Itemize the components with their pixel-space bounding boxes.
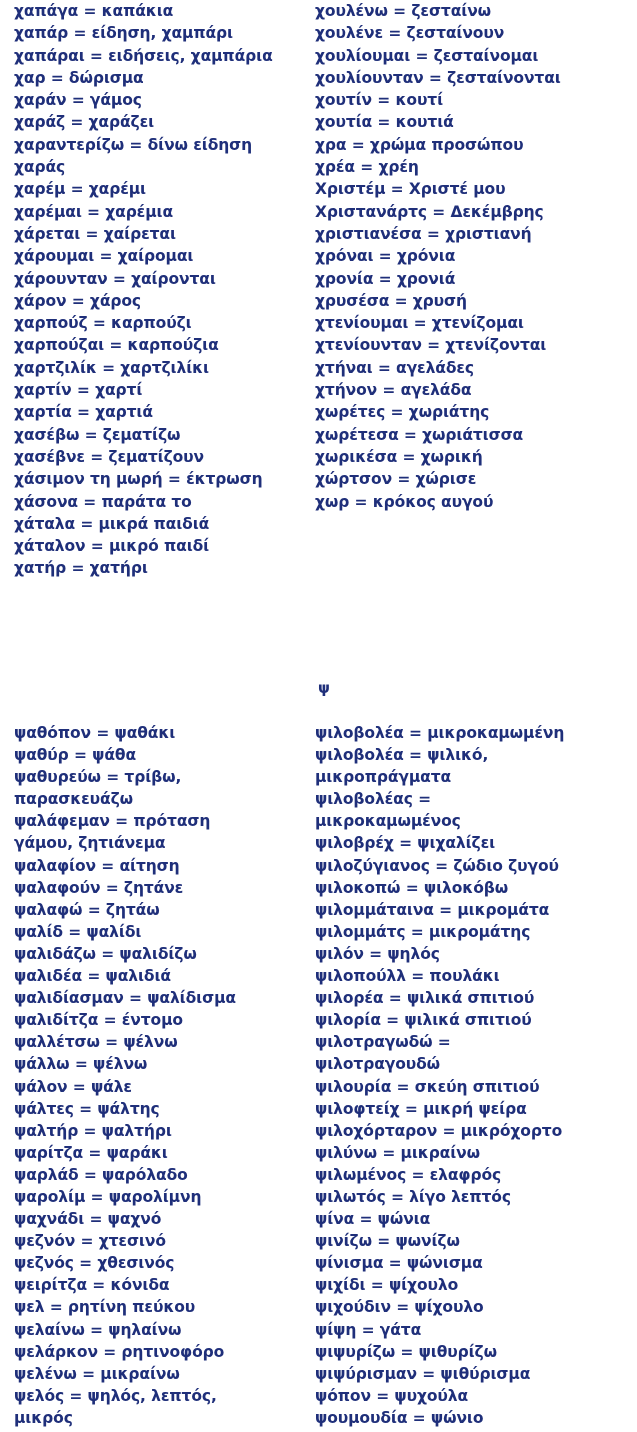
glossary-entry: χρόναι = χρόνια	[315, 247, 456, 266]
glossary-entry: ψαλάφεμαν = πρόταση	[14, 812, 211, 831]
glossary-entry: Χριστανάρτς = Δεκέμβρης	[315, 202, 544, 221]
glossary-column-chi-left	[14, 0, 273, 580]
glossary-entry: χτενίουνταν = χτενίζονται	[315, 336, 547, 355]
glossary-entry: χάταλα = μικρά παιδιά	[14, 514, 210, 533]
glossary-entry: χάσιμον τη μωρή = έκτρωση	[14, 470, 263, 489]
glossary-entry: χαρτία = χαρτιά	[14, 403, 153, 422]
glossary-entry: ψαλίδ = ψαλίδι	[14, 922, 142, 941]
glossary-entry: ψιλύνω = μικραίνω	[315, 1143, 481, 1162]
glossary-entry: χωρέτεσα = χωριάτισσα	[315, 425, 524, 444]
glossary-entry: χτήνον = αγελάδα	[315, 381, 472, 400]
glossary-entry: ψιλοχόρταρον = μικρόχορτο	[315, 1121, 563, 1140]
glossary-entry: ψιλοπούλλ = πουλάκι	[315, 967, 500, 986]
glossary-column-psi-right	[315, 722, 564, 1429]
glossary-entry: ψινίζω = ψωνίζω	[315, 1232, 460, 1251]
glossary-entry: χάρεται = χαίρεται	[14, 224, 176, 243]
glossary-entry: ψιψύρισμαν = ψιθύρισμα	[315, 1364, 531, 1383]
glossary-entry: χασέβω = ζεματίζω	[14, 425, 181, 444]
glossary-entry: χρέα = χρέη	[315, 158, 419, 177]
glossary-entry: ψαλαφούν = ζητάνε	[14, 878, 184, 897]
glossary-entry: χουτίν = κουτί	[315, 91, 444, 110]
glossary-entry: χαράν = γάμος	[14, 91, 142, 110]
glossary-entry: ψελένω = μικραίνω	[14, 1364, 180, 1383]
glossary-entry: ψιλοβολέα = ψιλικό,	[315, 746, 489, 765]
glossary-entry: ψιλοφτείχ = μικρή ψείρα	[315, 1099, 527, 1118]
glossary-entry: ψαθόπον = ψαθάκι	[14, 724, 176, 742]
glossary-entry: ψαλιδέα = ψαλιδιά	[14, 967, 171, 986]
glossary-entry: ψουμουδία = ψώνιο	[315, 1408, 484, 1427]
glossary-entry: χαρέμαι = χαρέμια	[14, 202, 174, 221]
glossary-column-psi-left	[14, 722, 236, 1429]
glossary-entry: ψίψη = γάτα	[315, 1320, 422, 1339]
glossary-entry: ψελ = ρητίνη πεύκου	[14, 1298, 196, 1317]
glossary-entry: χρυσέσα = χρυσή	[315, 291, 467, 310]
glossary-entry: χασέβνε = ζεματίζουν	[14, 447, 205, 466]
glossary-entry: ψελαίνω = ψηλαίνω	[14, 1320, 182, 1339]
section-heading-psi: ψ	[318, 679, 330, 697]
glossary-entry: χρονία = χρονιά	[315, 269, 456, 288]
glossary-entry: ψάλλω = ψέλνω	[14, 1055, 148, 1074]
glossary-entry: χάρουμαι = χαίρομαι	[14, 247, 194, 266]
glossary-entry: ψελάρκον = ρητινοφόρο	[14, 1342, 225, 1361]
glossary-entry: μικροκαμωμένος	[315, 812, 461, 831]
glossary-entry: χρα = χρώμα προσώπου	[315, 135, 524, 154]
glossary-entry: ψαλτήρ = ψαλτήρι	[14, 1121, 172, 1140]
glossary-entry: ψεζνός = χθεσινός	[14, 1254, 175, 1273]
glossary-entry: χαρ = δώρισμα	[14, 68, 144, 87]
glossary-entry: χωρικέσα = χωρική	[315, 447, 483, 466]
glossary-entry: χαπάρ = είδηση, χαμπάρι	[14, 24, 233, 43]
glossary-entry: χαρτίν = χαρτί	[14, 381, 143, 400]
glossary-entry: ψιλορία = ψιλικά σπιτιού	[315, 1011, 532, 1030]
glossary-entry: χαρπούζ = καρπούζι	[14, 314, 192, 333]
glossary-entry: χωρέτες = χωριάτης	[315, 403, 490, 422]
glossary-entry: χαρπούζαι = καρπούζια	[14, 336, 219, 355]
glossary-entry: ψιλοκοπώ = ψιλοκόβω	[315, 878, 509, 897]
glossary-entry: ψάλον = ψάλε	[14, 1077, 132, 1096]
glossary-entry: ψαθύρ = ψάθα	[14, 746, 136, 765]
glossary-entry: ψιλορέα = ψιλικά σπιτιού	[315, 989, 535, 1008]
glossary-entry: ψιλομμάταινα = μικρομάτα	[315, 900, 550, 919]
glossary-entry: χάσονα = παράτα το	[14, 492, 192, 511]
glossary-entry: μικρός	[14, 1408, 73, 1427]
glossary-entry: ψιλοβρέχ = ψιχαλίζει	[315, 834, 496, 853]
glossary-entry: ψιλοβολέας =	[315, 790, 432, 809]
glossary-entry: ψαλιδίασμαν = ψαλίδισμα	[14, 989, 236, 1008]
glossary-entry: ψιλομμάτς = μικρομάτης	[315, 922, 531, 941]
glossary-entry: ψαρλάδ = ψαρόλαδο	[14, 1165, 188, 1184]
glossary-entry: χάρον = χάρος	[14, 291, 142, 310]
glossary-entry: ψαλαφίον = αίτηση	[14, 856, 180, 875]
glossary-entry: χαράζ = χαράζει	[14, 113, 155, 132]
glossary-entry: χάρουνταν = χαίρονται	[14, 269, 216, 288]
glossary-entry: ψαθυρεύω = τρίβω,	[14, 768, 182, 787]
glossary-entry: μικροπράγματα	[315, 768, 452, 787]
glossary-entry: χαραντερίζω = δίνω είδηση	[14, 135, 253, 154]
glossary-entry: ψιλωτός = λίγο λεπτός	[315, 1187, 511, 1206]
glossary-entry: ψιλόν = ψηλός	[315, 944, 440, 963]
glossary-entry: ψιλοτραγουδώ	[315, 1055, 441, 1074]
glossary-entry: ψιψυρίζω = ψιθυρίζω	[315, 1342, 497, 1361]
glossary-entry: ψόπον = ψυχούλα	[315, 1386, 469, 1405]
glossary-entry: Χριστέμ = Χριστέ μου	[315, 180, 506, 199]
glossary-entry: ψαλιδίτζα = έντομο	[14, 1011, 183, 1030]
glossary-entry: παρασκευάζω	[14, 790, 134, 809]
glossary-entry: ψαλαφώ = ζητάω	[14, 900, 160, 919]
glossary-entry: ψιλουρία = σκεύη σπιτιού	[315, 1077, 540, 1096]
glossary-entry: ψαλλέτσω = ψέλνω	[14, 1033, 178, 1052]
glossary-entry: χουλίουμαι = ζεσταίνομαι	[315, 46, 539, 65]
glossary-entry: χριστιανέσα = χριστιανή	[315, 224, 532, 243]
glossary-entry: ψαχνάδι = ψαχνό	[14, 1210, 162, 1229]
glossary-entry: χαπάγα = καπάκια	[14, 2, 174, 20]
glossary-entry: ψιλωμένος = ελαφρός	[315, 1165, 502, 1184]
glossary-entry: γάμου, ζητιάνεμα	[14, 834, 166, 853]
glossary-entry: ψαρολίμ = ψαρολίμνη	[14, 1187, 202, 1206]
glossary-entry: χωρ = κρόκος αυγού	[315, 492, 494, 511]
glossary-entry: χάταλον = μικρό παιδί	[14, 537, 210, 556]
glossary-entry: χατήρ = χατήρι	[14, 559, 148, 578]
glossary-entry: ψειρίτζα = κόνιδα	[14, 1276, 170, 1295]
glossary-entry: ψίνισμα = ψώνισμα	[315, 1254, 483, 1273]
glossary-entry: χουλίουνταν = ζεσταίνονται	[315, 68, 561, 87]
glossary-entry: ψαρίτζα = ψαράκι	[14, 1143, 168, 1162]
glossary-entry: χτενίουμαι = χτενίζομαι	[315, 314, 524, 333]
glossary-entry: χαπάραι = ειδήσεις, χαμπάρια	[14, 46, 273, 65]
glossary-entry: ψελός = ψηλός, λεπτός,	[14, 1386, 217, 1405]
glossary-entry: ψιλοτραγωδώ =	[315, 1033, 451, 1052]
glossary-entry: χαράς	[14, 158, 66, 177]
glossary-entry: ψιχούδιν = ψίχουλο	[315, 1298, 484, 1317]
glossary-entry: χουλένε = ζεσταίνουν	[315, 24, 505, 43]
glossary-entry: ψαλιδάζω = ψαλιδίζω	[14, 944, 197, 963]
glossary-entry: χτήναι = αγελάδες	[315, 358, 475, 377]
glossary-entry: ψάλτες = ψάλτης	[14, 1099, 160, 1118]
glossary-entry: χώρτσον = χώρισε	[315, 470, 477, 489]
glossary-column-chi-right	[315, 0, 561, 513]
glossary-entry: ψιχίδι = ψίχουλο	[315, 1276, 459, 1295]
glossary-entry: χαρτζιλίκ = χαρτζιλίκι	[14, 358, 210, 377]
glossary-entry: χαρέμ = χαρέμι	[14, 180, 146, 199]
glossary-entry: χουλένω = ζεσταίνω	[315, 2, 492, 20]
glossary-entry: ψιλοζύγιανος = ζώδιο ζυγού	[315, 856, 559, 875]
glossary-entry: ψιλοβολέα = μικροκαμωμένη	[315, 724, 565, 742]
glossary-entry: ψίνα = ψώνια	[315, 1210, 431, 1229]
glossary-entry: ψεζνόν = χτεσινό	[14, 1232, 166, 1251]
glossary-entry: χουτία = κουτιά	[315, 113, 454, 132]
